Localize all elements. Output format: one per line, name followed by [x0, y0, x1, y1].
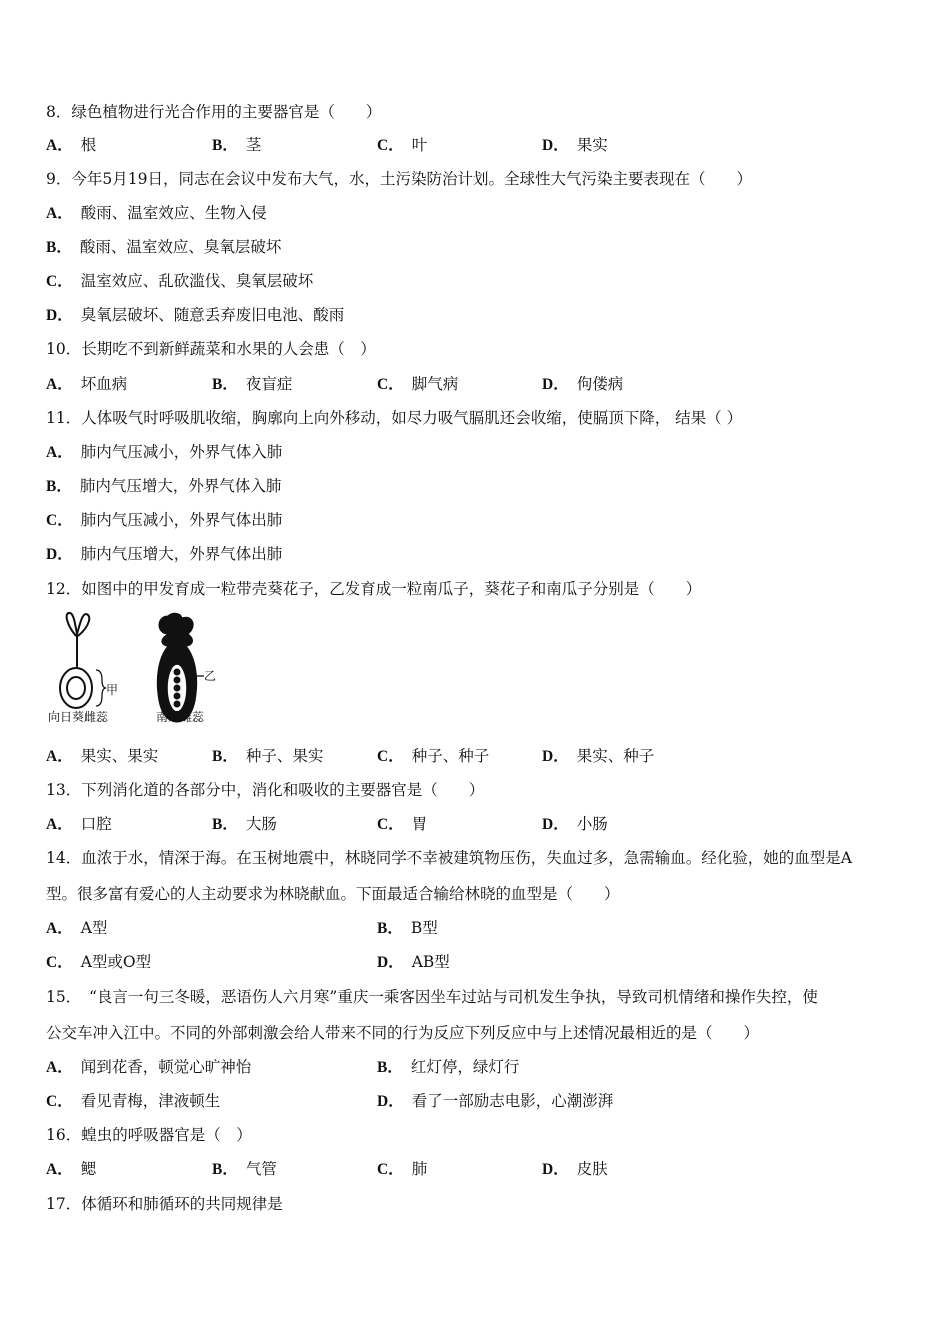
q8-option-d [542, 133, 608, 155]
q9-option-a [46, 201, 267, 223]
option-label: C． [46, 1093, 73, 1110]
option-label: A． [46, 748, 73, 765]
option-label: B． [377, 1059, 403, 1076]
q16-option-a [46, 1157, 96, 1179]
q12-option-b [212, 744, 323, 766]
q13-option-a [46, 812, 112, 834]
option-text: 胃 [411, 815, 428, 833]
label-jia: 甲 [106, 683, 119, 697]
question-15-stem: 15． “良言一句三冬暖，恶语伤人六月寒”重庆一乘客因坐车过站与司机发生争执，导致司机情绪和操作失控，使 [46, 988, 818, 1006]
option-text: 酸雨、温室效应、臭氧层破坏 [79, 238, 282, 256]
option-label: D． [542, 137, 569, 154]
option-text: 肺内气压减小，外界气体入肺 [80, 443, 283, 461]
option-text: 坏血病 [80, 375, 128, 393]
question-15-stem-continued: 公交车冲入江中。不同的外部刺激会给人带来不同的行为反应下列反应中与上述情况最相近的是（ ） [46, 1024, 760, 1042]
q9-option-d [46, 303, 344, 325]
option-label: C． [377, 748, 404, 765]
option-label: D． [542, 816, 569, 833]
option-label: A． [46, 376, 73, 393]
option-label: B． [212, 1161, 238, 1178]
option-label: D． [542, 376, 569, 393]
question-12-stem: 12．如图中的甲发育成一粒带壳葵花子，乙发育成一粒南瓜子，葵花子和南瓜子分别是（ ） [46, 580, 702, 598]
option-label: C． [377, 137, 404, 154]
q8-option-b [212, 133, 261, 155]
option-label: C． [46, 273, 73, 290]
option-text: 果实 [576, 136, 608, 154]
q16-option-c [377, 1157, 427, 1179]
option-text: 脚气病 [411, 375, 459, 393]
option-label: A． [46, 205, 73, 222]
q10-option-c [377, 372, 458, 394]
q8-option-a [46, 133, 96, 155]
option-text: 红灯停，绿灯行 [410, 1058, 520, 1076]
q9-option-b [46, 235, 281, 257]
q12-option-a [46, 744, 158, 766]
option-label: B． [46, 239, 72, 256]
option-label: C． [377, 816, 404, 833]
question-14-stem: 14．血浓于水，情深于海。在玉树地震中，林晓同学不幸被建筑物压伤，失血过多，急需输血。经化验，她的血型是A [46, 849, 852, 867]
question-9-stem: 9．今年5月19日，同志在会议中发布大气，水，土污染防治计划。全球性大气污染主要表现在（ ） [46, 170, 752, 188]
option-label: D． [46, 307, 73, 324]
option-label: D． [377, 954, 404, 971]
option-text: 鳃 [80, 1160, 97, 1178]
pistil-figure [46, 610, 246, 728]
q15-option-d [377, 1089, 613, 1111]
option-text: 闻到花香，顿觉心旷神怡 [80, 1058, 252, 1076]
q16-option-d [542, 1157, 608, 1179]
pumpkin-caption: 南瓜雌蕊 [156, 710, 205, 724]
q14-option-b [377, 916, 438, 938]
option-text: 肺内气压增大，外界气体出肺 [80, 545, 283, 563]
q14-option-a [46, 916, 107, 938]
option-label: D． [542, 748, 569, 765]
option-text: 肺 [411, 1160, 428, 1178]
question-14-stem-continued: 型。很多富有爱心的人主动要求为林晓献血。下面最适合输给林晓的血型是（ ） [46, 885, 620, 903]
option-label: A． [46, 1059, 73, 1076]
option-text: AB型 [411, 953, 450, 971]
q12-option-c [377, 744, 489, 766]
option-label: B． [212, 376, 238, 393]
q12-option-d [542, 744, 654, 766]
option-label: C． [46, 512, 73, 529]
q9-option-c [46, 269, 313, 291]
option-text: 果实、果实 [80, 747, 159, 765]
option-label: B． [212, 816, 238, 833]
option-text: A型或O型 [80, 953, 152, 971]
option-text: 果实、种子 [576, 747, 655, 765]
option-text: 看了一部励志电影，心潮澎湃 [411, 1092, 614, 1110]
option-label: C． [46, 954, 73, 971]
option-text: 叶 [411, 136, 428, 154]
option-text: 小肠 [576, 815, 608, 833]
sunflower-pistil [60, 613, 106, 708]
option-label: B． [46, 478, 72, 495]
q15-option-b [377, 1055, 519, 1077]
option-text: 根 [80, 136, 97, 154]
option-text: 种子、种子 [411, 747, 490, 765]
option-text: 夜盲症 [245, 375, 293, 393]
q13-option-b [212, 812, 277, 834]
q15-option-a [46, 1055, 251, 1077]
label-yi: 乙 [204, 669, 217, 683]
option-label: A． [46, 816, 73, 833]
question-8-stem: 8．绿色植物进行光合作用的主要器官是（ ） [46, 103, 382, 121]
option-label: A． [46, 137, 73, 154]
option-text: B型 [410, 919, 438, 937]
sunflower-caption: 向日葵雌蕊 [48, 710, 109, 724]
question-10-stem: 10．长期吃不到新鲜蔬菜和水果的人会患（ ） [46, 340, 376, 358]
option-label: A． [46, 920, 73, 937]
option-label: C． [377, 1161, 404, 1178]
q14-option-c [46, 950, 151, 972]
q15-option-c [46, 1089, 220, 1111]
q16-option-b [212, 1157, 277, 1179]
q14-option-d [377, 950, 450, 972]
q11-option-a [46, 440, 282, 462]
question-16-stem: 16．蝗虫的呼吸器官是（ ） [46, 1126, 252, 1144]
option-text: 臭氧层破坏、随意丢弃废旧电池、酸雨 [80, 306, 345, 324]
option-text: 肺内气压减小，外界气体出肺 [80, 511, 283, 529]
option-label: D． [377, 1093, 404, 1110]
option-label: B． [212, 137, 238, 154]
q10-option-d [542, 372, 623, 394]
question-17-stem: 17．体循环和肺循环的共同规律是 [46, 1195, 283, 1213]
pumpkin-pistil [157, 613, 204, 722]
option-text: 口腔 [80, 815, 112, 833]
option-label: B． [212, 748, 238, 765]
option-text: 肺内气压增大，外界气体入肺 [79, 477, 282, 495]
q10-option-b [212, 372, 292, 394]
option-text: 温室效应、乱砍滥伐、臭氧层破坏 [80, 272, 314, 290]
option-label: A． [46, 444, 73, 461]
option-text: 大肠 [245, 815, 277, 833]
q11-option-c [46, 508, 282, 530]
option-text: 茎 [245, 136, 262, 154]
option-text: 酸雨、温室效应、生物入侵 [80, 204, 267, 222]
q8-option-c [377, 133, 427, 155]
question-13-stem: 13．下列消化道的各部分中，消化和吸收的主要器官是（ ） [46, 781, 485, 799]
option-label: D． [46, 546, 73, 563]
option-label: A． [46, 1161, 73, 1178]
option-text: 气管 [245, 1160, 277, 1178]
option-label: B． [377, 920, 403, 937]
option-text: A型 [80, 919, 108, 937]
option-text: 皮肤 [576, 1160, 608, 1178]
q13-option-c [377, 812, 427, 834]
option-text: 种子、果实 [245, 747, 324, 765]
q11-option-b [46, 474, 281, 496]
question-11-stem: 11．人体吸气时呼吸肌收缩，胸廓向上向外移动，如尽力吸气膈肌还会收缩，使膈顶下降， 结果（ ） [46, 409, 743, 427]
option-label: C． [377, 376, 404, 393]
q11-option-d [46, 542, 282, 564]
option-text: 看见青梅，津液顿生 [80, 1092, 221, 1110]
q13-option-d [542, 812, 608, 834]
q10-option-a [46, 372, 127, 394]
option-text: 佝偻病 [576, 375, 624, 393]
option-label: D． [542, 1161, 569, 1178]
